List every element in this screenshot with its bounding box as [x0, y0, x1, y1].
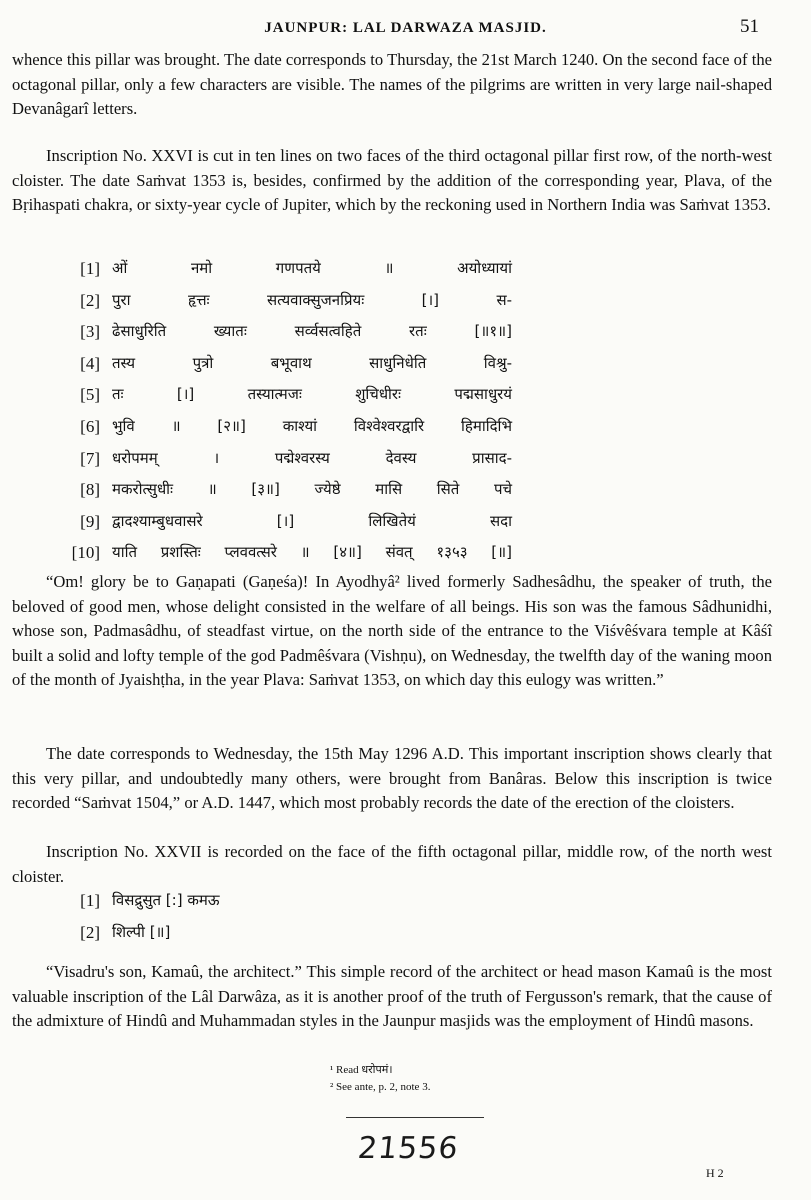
inscription-line	[60, 316, 560, 348]
inscription-line	[60, 885, 560, 917]
inscription-line	[60, 411, 560, 443]
paragraph-6: “Visadru's son, Kamaû, the architect.” This simple record of the architect or head mason Kamaû is the most valuable inscription of the Lâl Darwâza, as it is another proof of the truth of Fergusson's remark, that the cause of the admixture of Hindû and Muhammadan styles in the Jaunpur masjids was the employment of Hindû masons.	[12, 962, 772, 1030]
line-number: [4]	[80, 353, 100, 373]
inscription-line	[60, 474, 560, 506]
line-number: [7]	[80, 448, 100, 468]
footnote-2: ² See ante, p. 2, note 3.	[330, 1081, 431, 1093]
paragraph-2: Inscription No. XXVI is cut in ten lines on two faces of the third octagonal pillar first row, of the north-west cloister. The date Saṁvat 1353 is, besides, confirmed by the addition of the corresponding year, Plava, of the Bṛihaspati chakra, or sixty-year cycle of Jupiter, which by the reckoning used in Northern India was Saṁvat 1353.	[12, 146, 772, 214]
line-number: [6]	[80, 416, 100, 436]
line-number: [3]	[80, 322, 100, 342]
translation-block	[12, 570, 772, 693]
inscription-line	[60, 506, 560, 538]
inscription-line	[60, 348, 560, 380]
closing-paragraph	[12, 960, 772, 1034]
inscription-line	[60, 443, 560, 475]
line-number: [10]	[71, 543, 100, 563]
line-number: [2]	[80, 922, 100, 942]
page-header	[0, 16, 811, 42]
page-number: 51	[740, 16, 759, 37]
inscription-line-text: ढेसाधुरिति ख्यातः सर्व्वसत्वहिते रतः [॥१॥]	[112, 322, 512, 341]
inscription-line-text: धरोपमम् । पद्मेश्वरस्य देवस्य प्रासाद-	[112, 448, 512, 467]
line-number: [1]	[80, 891, 100, 910]
inscription-line-text: तः [।] तस्यात्मजः शुचिधीरः पद्मसाधुरयं	[112, 385, 512, 404]
paragraph-3: “Om! glory be to Gaṇapati (Gaṇeśa)! In Ayodhyâ² lived formerly Sadhesâdhu, the speaker of truth, the beloved of good men, whose delight consisted in the welfare of all beings. His son was the famous Sâdhunidhi, whose son, Padmasâdhu, of steadfast virtue, on the north side of the entrance to the Viśvêśvara temple at Kâśî built a solid and lofty temple of the god Padmêśvara (Vishṇu), on Wednesday, the twelfth day of the waning moon of the month of Jyaishṭha, in the year Plava: Saṁvat 1353, on which day this eulogy was written.”	[12, 572, 772, 689]
inscription-line	[60, 917, 560, 949]
line-number: [2]	[80, 290, 100, 310]
line-number: [5]	[80, 385, 100, 405]
date-discussion	[12, 742, 772, 816]
inscription-line	[60, 537, 560, 569]
line-number: [8]	[80, 480, 100, 500]
footnotes	[330, 1062, 430, 1096]
paragraph-inscription-xxvii	[12, 840, 772, 889]
paragraph-continuation	[12, 48, 772, 122]
inscription-line-text: द्वादश्याम्बुधवासरे [।] लिखितेयं सदा	[112, 511, 512, 530]
signature-mark: H 2	[706, 1166, 724, 1180]
inscription-line-text: याति प्रशस्तिः प्लववत्सरे ॥ [४॥] संवत् १३५३ [॥]	[112, 543, 512, 562]
paragraph-4: The date corresponds to Wednesday, the 15th May 1296 A.D. This important inscription shows clearly that this very pillar, and undoubtedly many others, were brought from Banâras. Below this inscription is twice recorded “Saṁvat 1504,” or A.D. 1447, which most probably records the date of the erection of the cloisters.	[12, 744, 772, 812]
inscription-line-text: पुरा हृत्तः सत्यवाक्सुजनप्रियः [।] स-	[112, 290, 512, 309]
paragraph-5: Inscription No. XXVII is recorded on the face of the fifth octagonal pillar, middle row, of the north west cloister.	[12, 842, 772, 886]
inscription-line-text: ओं नमो गणपतये ॥ अयोध्यायां	[112, 259, 512, 277]
inscription-xxvii-text	[60, 885, 560, 948]
inscription-line	[60, 379, 560, 411]
running-title: JAUNPUR: LAL DARWAZA MASJID.	[264, 20, 547, 36]
inscription-line-text: भुवि ॥ [२॥] काश्यां विश्वेश्वरद्वारि हिमादिभि	[112, 416, 512, 435]
inscription-line-text: तस्य पुत्रो बभूवाथ साधुनिधेति विश्रु-	[112, 353, 512, 372]
footnote-rule	[346, 1117, 484, 1118]
line-number: [9]	[80, 511, 100, 531]
inscription-line-text: विसद्रुसुत [:] कमऊ	[112, 891, 220, 909]
inscription-line	[60, 285, 560, 317]
inscription-line	[60, 253, 560, 285]
line-number: [1]	[80, 259, 100, 278]
paragraph-inscription-xxvi	[12, 144, 772, 218]
inscription-xxvi-text	[60, 253, 560, 569]
inscription-line-text: मकरोत्सुधीः ॥ [३॥] ज्येष्ठे मासि सिते पचे	[112, 480, 512, 499]
footnote-1: ¹ Read धरोपमं।	[330, 1064, 393, 1076]
inscription-line-text: शिल्पी [॥]	[112, 922, 171, 941]
paragraph-1: whence this pillar was brought. The date corresponds to Thursday, the 21st March 1240. On the second face of the octagonal pillar, only a few characters are visible. The names of the pilgrims are written in very large nail-shaped Devanâgarî letters.	[12, 50, 772, 118]
handwritten-accession-number: 21556	[356, 1131, 461, 1166]
